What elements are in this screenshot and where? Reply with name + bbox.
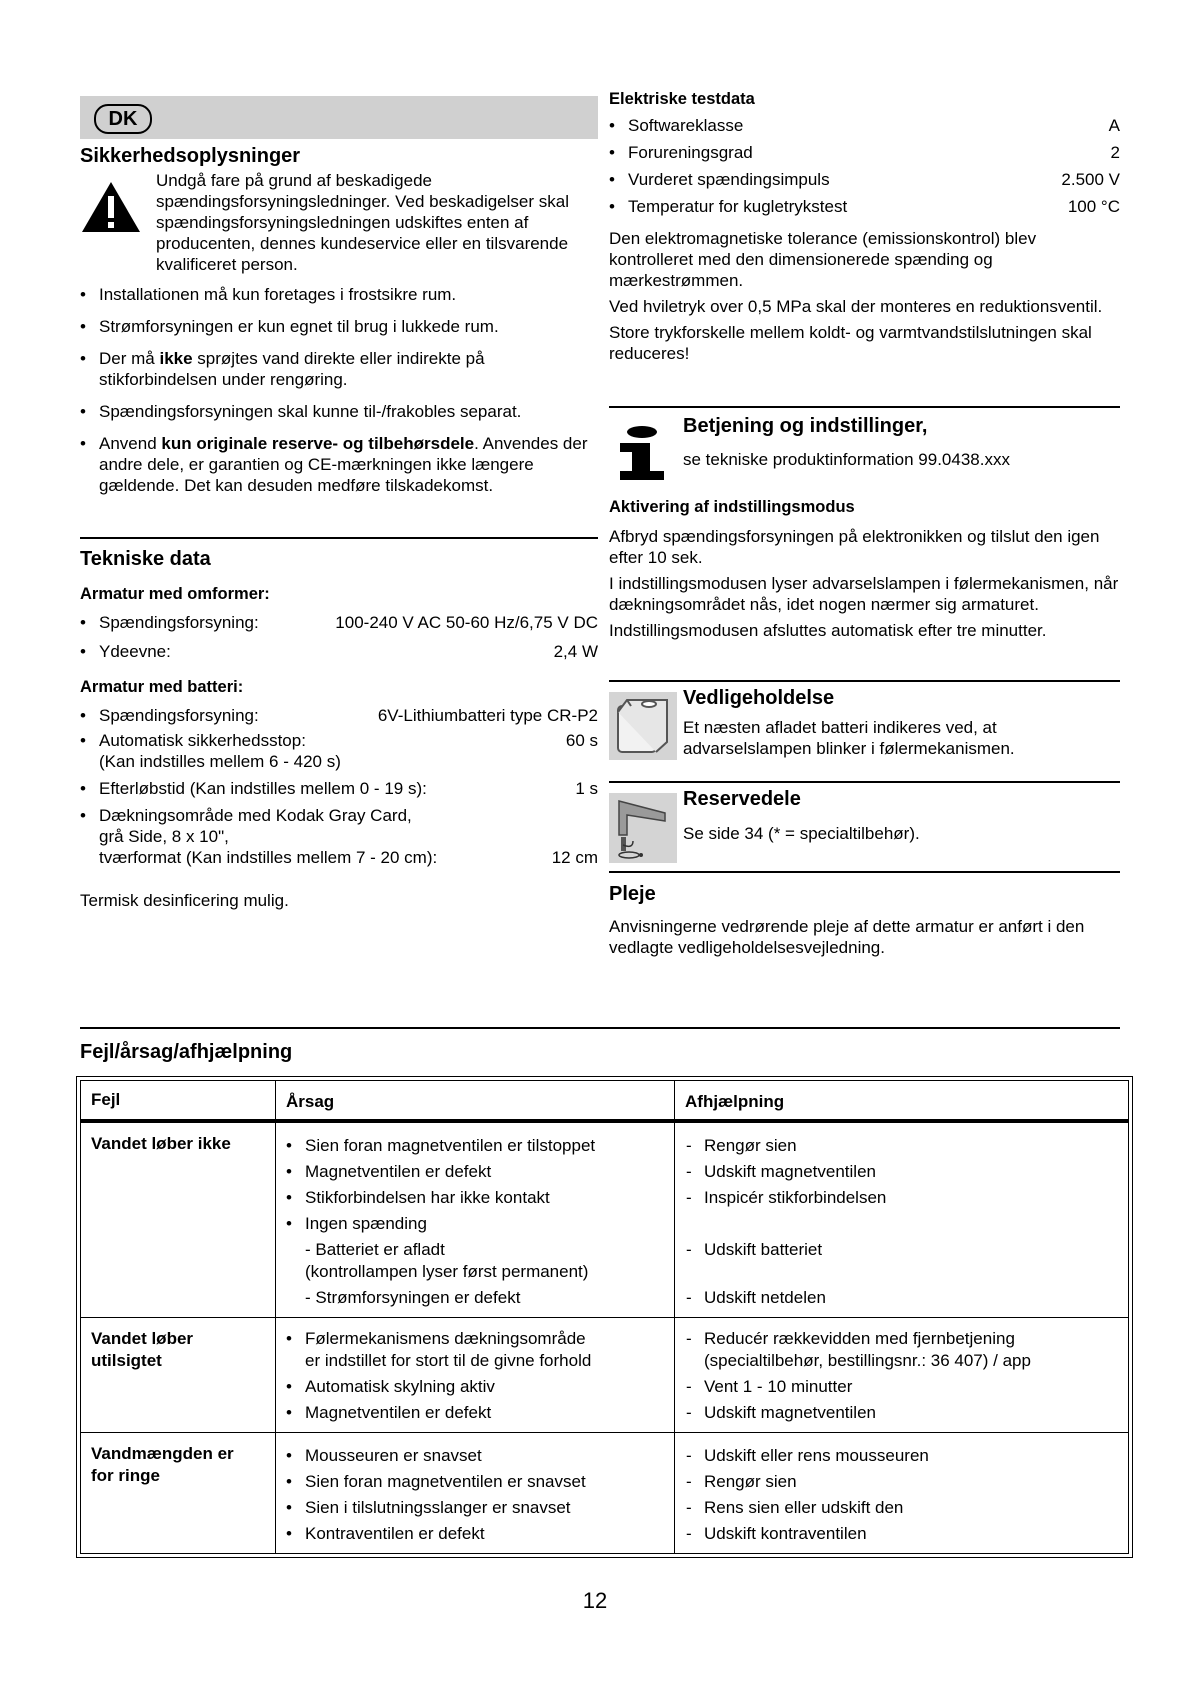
warning-text: Undgå fare på grund af beskadigede spændingsforsyningsledninger. Ved beskadigelser skal spændingsforsyningsledningen udskiftes enten af producenten, dennes kundeservice eller en tilsvarende kvalificeret person. xyxy=(156,171,569,274)
spec-row: • Spændingsforsyning: 6V-Lithiumbatteri type CR-P2 xyxy=(80,705,598,726)
faults-title: Fejl/årsag/afhjælpning xyxy=(80,1041,293,1063)
elec-paragraph: Ved hviletryk over 0,5 MPa skal der monteres en reduktionsventil. xyxy=(609,297,1103,316)
operation-text: se tekniske produktinformation 99.0438.xxx xyxy=(683,450,1010,469)
fault-cell: Vandet løber ikke xyxy=(81,1121,276,1318)
battery-title: Armatur med batteri: xyxy=(80,678,244,696)
language-badge: DK xyxy=(94,104,152,134)
spec-row: • Dækningsområde med Kodak Gray Card, xyxy=(80,805,598,826)
elec-row: • Temperatur for kugletrykstest 100 °C xyxy=(609,196,1120,217)
elec-paragraph: Den elektromagnetiske tolerance (emissionskontrol) blev kontrolleret med den dimensionerede spænding og mærkestrømmen. xyxy=(609,229,1037,290)
fault-table xyxy=(80,1080,1129,1554)
elec-section xyxy=(609,89,1120,364)
tech-title: Tekniske data xyxy=(80,548,211,570)
maintenance-text: Et næsten afladet batteri indikeres ved, at advarselslampen blinker i følermekanismen. xyxy=(683,718,1015,758)
column-header: Fejl xyxy=(81,1081,276,1122)
divider xyxy=(80,537,598,539)
language-bar xyxy=(80,96,598,139)
cause-cell: • Følermekanismens dækningsområde er indstillet for stort til de givne forhold • Automatisk skylning aktiv • Magnetventilen er defekt xyxy=(276,1318,675,1433)
operation-section xyxy=(683,416,1120,470)
fault-cell: Vandet løber utilsigtet xyxy=(81,1318,276,1433)
safety-bullet: • Spændingsforsyningen skal kunne til-/frakobles separat. xyxy=(80,401,598,422)
elec-row: • Forureningsgrad 2 xyxy=(609,142,1120,163)
divider xyxy=(609,781,1120,783)
thermal-note: Termisk desinficering mulig. xyxy=(80,891,289,910)
safety-bullet: • Anvend kun originale reserve- og tilbehørsdele. Anvendes der andre dele, er garantien og CE-mærkningen ikke længere gældende. Det kan desuden medføre tilskadekomst. xyxy=(80,433,598,496)
spec-note: (Kan indstilles mellem 6 - 420 s) xyxy=(99,752,341,771)
tech-section xyxy=(80,549,598,911)
activation-paragraph: I indstillingsmodusen lyser advarselslampen i følermekanismen, når dækningsområdet nås, idet nogen nærmer sig armaturet. xyxy=(609,574,1119,614)
safety-bullet: • Installationen må kun foretages i frostsikre rum. xyxy=(80,284,598,305)
mains-title: Armatur med omformer: xyxy=(80,585,270,603)
spec-row: • Automatisk sikkerhedsstop: 60 s xyxy=(80,730,598,751)
spare-text: Se side 34 (* = specialtilbehør). xyxy=(683,824,920,843)
battery-maintenance-icon xyxy=(609,692,677,760)
warning-icon xyxy=(80,180,142,234)
spec-row: • Spændingsforsyning: 100-240 V AC 50-60 Hz/6,75 V DC xyxy=(80,612,598,633)
maintenance-title: Vedligeholdelse xyxy=(683,687,835,709)
divider xyxy=(609,871,1120,873)
remedy-cell: - Reducér rækkevidden med fjernbetjening (specialtilbehør, bestillingsnr.: 36 407) / app - Vent 1 - 10 minutter - Udskift magnetventilen xyxy=(675,1318,1129,1433)
column-header: Årsag xyxy=(276,1081,675,1122)
care-text: Anvisningerne vedrørende pleje af dette armatur er anført i den vedlagte vedligeholdelsesvejledning. xyxy=(609,917,1085,957)
elec-paragraph: Store trykforskelle mellem koldt- og varmtvandstilslutningen skal reduceres! xyxy=(609,323,1092,363)
spec-row: grå Side, 8 x 10", xyxy=(99,827,229,846)
safety-bullet: • Strømforsyningen er kun egnet til brug i lukkede rum. xyxy=(80,316,598,337)
divider xyxy=(80,1027,1120,1029)
cause-cell: • Sien foran magnetventilen er tilstoppet • Magnetventilen er defekt • Stikforbindelsen har ikke kontakt • Ingen spænding - Batteriet er afladt (kontrollampen lyser først permanent) - Strømforsyningen er defekt xyxy=(276,1121,675,1318)
operation-title: Betjening og indstillinger, xyxy=(683,415,928,437)
spare-title: Reservedele xyxy=(683,788,801,810)
table-row xyxy=(81,1433,1129,1554)
fault-cell: Vandmængden er for ringe xyxy=(81,1433,276,1554)
elec-row: • Softwareklasse A xyxy=(609,115,1120,136)
elec-title: Elektriske testdata xyxy=(609,90,755,108)
table-row xyxy=(81,1121,1129,1318)
safety-section xyxy=(80,146,598,496)
spec-row: • Efterløbstid (Kan indstilles mellem 0 - 19 s): 1 s xyxy=(80,778,598,799)
remedy-cell: - Rengør sien - Udskift magnetventilen - Inspicér stikforbindelsen - Udskift batteriet - Udskift netdelen xyxy=(675,1121,1129,1318)
remedy-cell: - Udskift eller rens mousseuren - Rengør sien - Rens sien eller udskift den - Udskift kontraventilen xyxy=(675,1433,1129,1554)
activation-paragraph: Indstillingsmodusen afsluttes automatisk efter tre minutter. xyxy=(609,621,1047,640)
activation-section xyxy=(609,497,1120,641)
info-icon xyxy=(614,424,670,482)
table-row xyxy=(81,1318,1129,1433)
care-section xyxy=(609,884,1120,958)
page-number: 12 xyxy=(582,1588,608,1613)
fault-table-frame xyxy=(76,1076,1133,1558)
column-header: Afhjælpning xyxy=(675,1081,1129,1122)
divider xyxy=(609,406,1120,408)
safety-title: Sikkerhedsoplysninger xyxy=(80,145,301,167)
cause-cell: • Mousseuren er snavset • Sien foran magnetventilen er snavset • Sien i tilslutningsslanger er snavset • Kontraventilen er defekt xyxy=(276,1433,675,1554)
activation-title: Aktivering af indstillingsmodus xyxy=(609,498,855,516)
care-title: Pleje xyxy=(609,883,656,905)
table-header-row xyxy=(81,1081,1129,1122)
safety-bullet: • Der må ikke sprøjtes vand direkte eller indirekte på stikforbindelsen under rengøring. xyxy=(80,348,598,390)
spare-section xyxy=(683,789,1120,844)
maintenance-section xyxy=(683,688,1120,759)
spec-row: • Ydeevne: 2,4 W xyxy=(80,641,598,662)
activation-paragraph: Afbryd spændingsforsyningen på elektronikken og tilslut den igen efter 10 sek. xyxy=(609,527,1100,567)
divider xyxy=(609,680,1120,682)
spare-parts-icon xyxy=(609,793,677,863)
spec-row: tværformat (Kan indstilles mellem 7 - 20 cm): 12 cm xyxy=(99,848,598,867)
elec-row: • Vurderet spændingsimpuls 2.500 V xyxy=(609,169,1120,190)
